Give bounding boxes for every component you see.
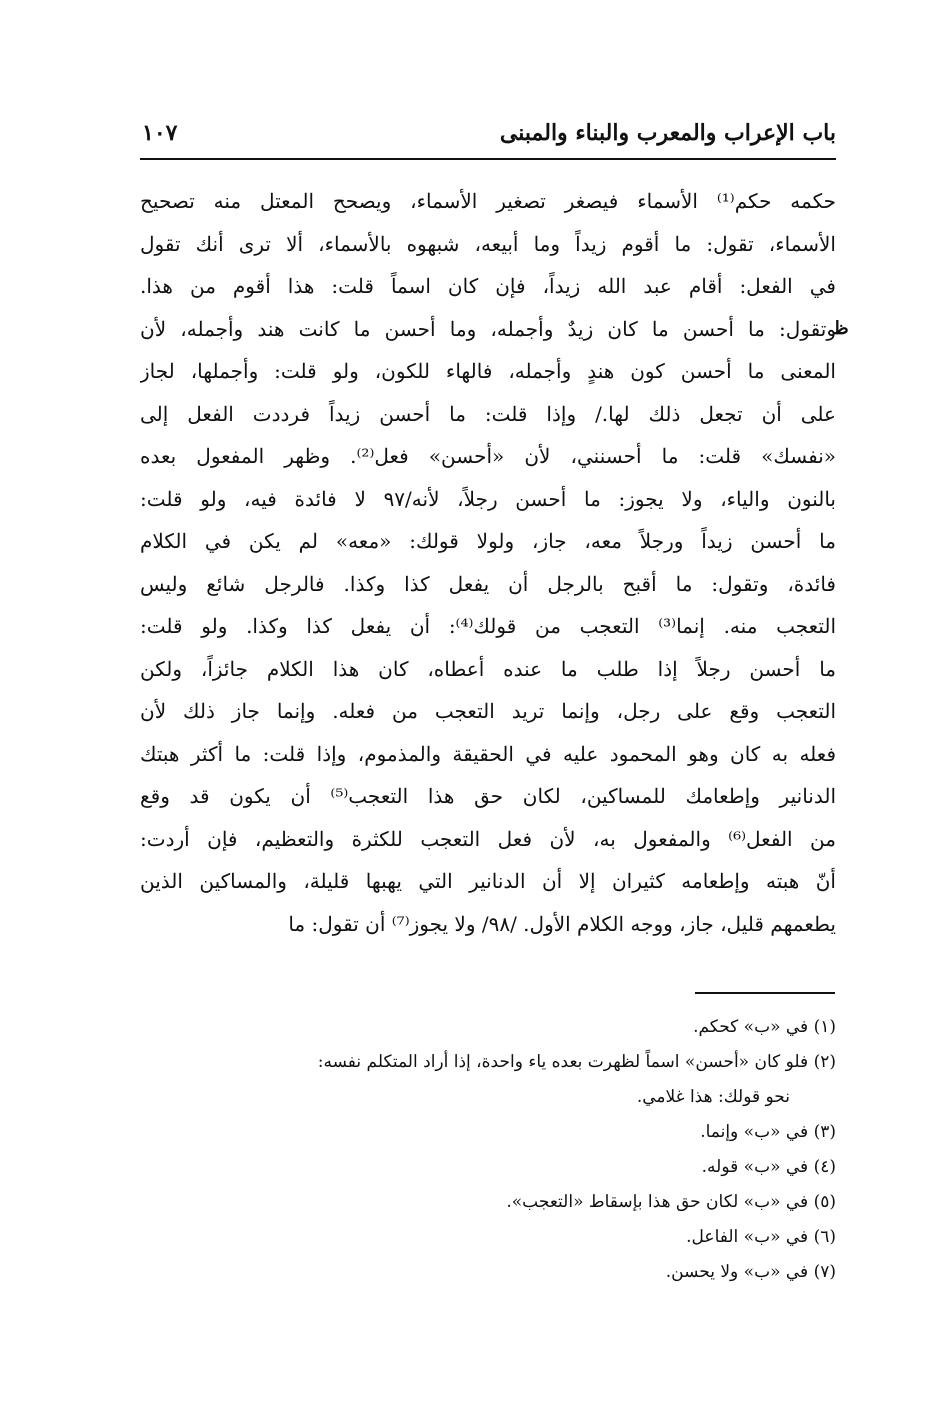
- text-line: وتقول: ما أحسن ما كان زيدٌ وأجمله، وما أحسن ما كانت هند وأجمله، لأن: [140, 316, 836, 341]
- running-header: [140, 112, 836, 160]
- text-line: فائدة، وتقول: ما أقبح بالرجل أن يفعل كذا وكذا. فالرجل شائع وليس: [140, 571, 836, 596]
- text-line: ما أحسن زيداً ورجلاً معه، جاز، ولولا قولك: «معه» لم يكن في الكلام: [140, 529, 836, 553]
- page-number: ١٠٧: [142, 120, 178, 146]
- footnote-divider: [695, 992, 835, 994]
- text-line: ما أحسن رجلاً إذا طلب ما عنده أعطاه، كان هذا الكلام جائزاً، ولكن: [140, 656, 836, 681]
- text-line: التعجب وقع على رجل، وإنما تريد التعجب من فعله. وإنما جاز ذلك لأن: [140, 699, 836, 723]
- footnote-2-continuation: نحو قولك: هذا غلامي.: [636, 1087, 790, 1107]
- main-text: [140, 180, 836, 945]
- text-line: «نفسك» قلت: ما أحسنني، لأن «أحسن» فعل⁽²⁾. وظهر المفعول بعده: [140, 444, 836, 468]
- text-line: التعجب منه. إنما⁽³⁾ التعجب من قولك⁽⁴⁾: أن يفعل كذا وكذا. ولو قلت:: [140, 614, 836, 638]
- text-line: بالنون والياء، ولا يجوز: ما أحسن رجلاً، لأنه/٩٧ لا فائدة فيه، ولو قلت:: [140, 486, 836, 511]
- text-line: الأسماء، تقول: ما أقوم زيداً وما أبيعه، شبهوه بالأسماء، ألا ترى أنك تقول: [140, 231, 836, 256]
- text-line: المعنى ما أحسن كون هندٍ وأجمله، فالهاء للكون، ولو قلت: وأجملها، لجاز: [140, 359, 836, 383]
- footnote-5: (٥) في «ب» لكان حق هذا بإسقاط «التعجب».: [506, 1192, 836, 1212]
- text-line: يطعمهم قليل، جاز، ووجه الكلام الأول. /٩٨/ ولا يجوز⁽⁷⁾ أن تقول: ما: [288, 911, 836, 936]
- footnote-6: (٦) في «ب» الفاعل.: [686, 1227, 836, 1247]
- text-line: أنّ هبته وإطعامه كثيران إلا أن الدنانير التي يهبها قليلة، والمساكين الذين: [140, 869, 836, 893]
- footnote-7: (٧) في «ب» ولا يحسن.: [665, 1262, 836, 1282]
- text-line: في الفعل: أقام عبد الله زيداً، فإن كان اسماً قلت: هذا أقوم من هذا.: [140, 274, 836, 298]
- footnotes: [140, 1010, 836, 1290]
- text-line: الدنانير وإطعامك للمساكين، لكان حق هذا التعجب⁽⁵⁾ أن يكون قد وقع: [140, 784, 836, 808]
- footnote-4: (٤) في «ب» قوله.: [701, 1157, 836, 1177]
- footnote-3: (٣) في «ب» وإنما.: [700, 1122, 836, 1142]
- text-line: من الفعل⁽⁶⁾ والمفعول به، لأن فعل التعجب للكثرة والتعظيم، فإن أردت:: [140, 826, 836, 851]
- text-line: فعله به كان وهو المحمود عليه في الحقيقة والمذموم، وإذا قلت: ما أكثر هبتك: [140, 741, 836, 766]
- footnote-1: (١) في «ب» كحكم.: [693, 1017, 836, 1037]
- margin-mark: ظ: [832, 318, 849, 339]
- footnote-2: (٢) فلو كان «أحسن» اسماً لظهرت بعده ياء واحدة، إذا أراد المتكلم نفسه:: [317, 1052, 836, 1072]
- text-line: على أن تجعل ذلك لها./ وإذا قلت: ما أحسن زيداً فرددت الفعل إلى: [140, 401, 836, 426]
- text-line: حكمه حكم⁽¹⁾ الأسماء فيصغر تصغير الأسماء، ويصحح المعتل منه تصحيح: [140, 189, 836, 213]
- chapter-title: باب الإعراب والمعرب والبناء والمبنى: [499, 120, 836, 146]
